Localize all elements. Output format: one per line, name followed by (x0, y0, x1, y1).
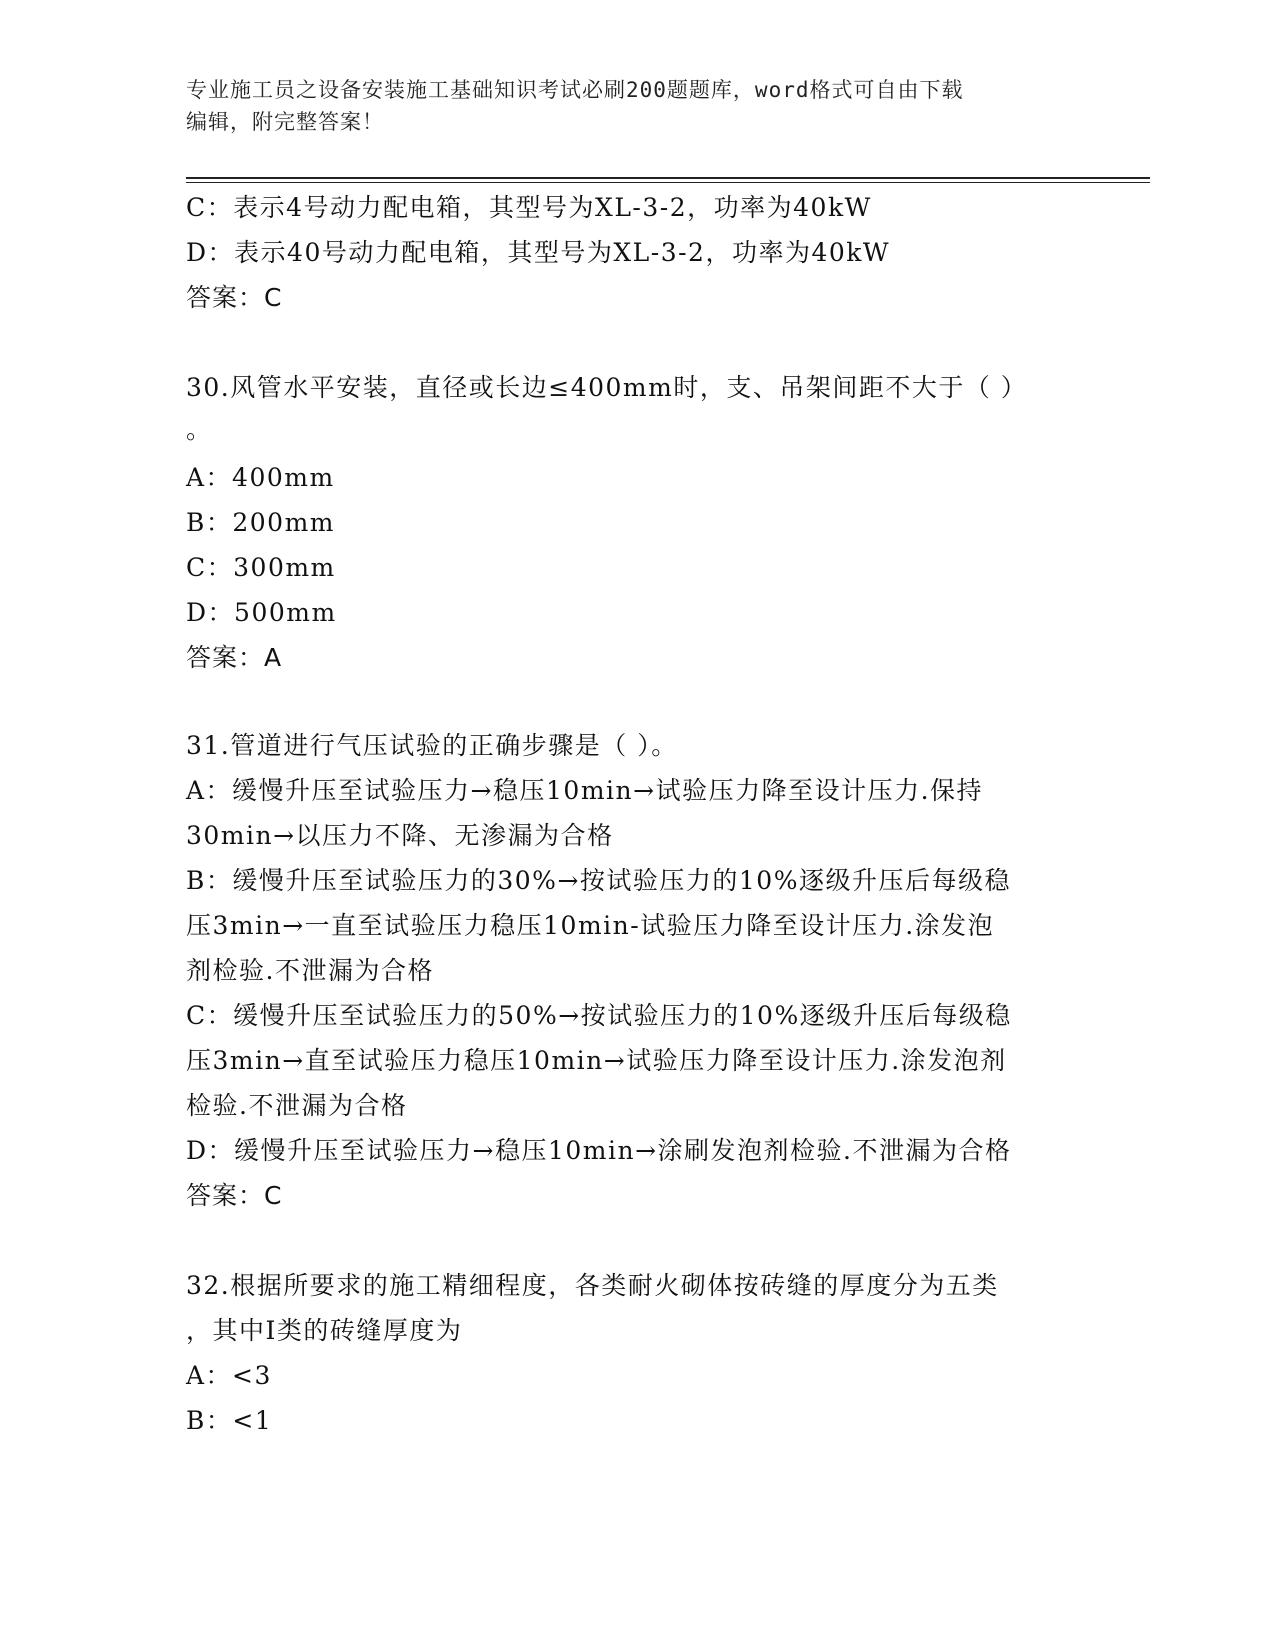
q30-stem: 30.风管水平安装，直径或长边≤400mm时，支、吊架间距不大于（ ） (186, 373, 1028, 402)
q30-option-c: C：300mm (186, 553, 336, 582)
q29-option-c: C：表示4号动力配电箱，其型号为XL-3-2，功率为40kW (186, 193, 872, 222)
q29-option-d: D：表示40号动力配电箱，其型号为XL-3-2，功率为40kW (186, 238, 891, 267)
q31-option-b-line-3: 剂检验.不泄漏为合格 (186, 956, 434, 985)
q31-stem: 31.管道进行气压试验的正确步骤是（ ）。 (186, 731, 678, 760)
q31-option-a-line-1: A：缓慢升压至试验压力→稳压10min→试验压力降至设计压力.保持 (186, 776, 984, 805)
q31-option-b-line-1: B：缓慢升压至试验压力的30%→按试验压力的10%逐级升压后每级稳 (186, 866, 1011, 895)
q31-option-c-line-2: 压3min→直至试验压力稳压10min→试验压力降至设计压力.涂发泡剂 (186, 1046, 1007, 1075)
q31-option-c-line-1: C：缓慢升压至试验压力的50%→按试验压力的10%逐级升压后每级稳 (186, 1001, 1012, 1030)
q32-option-a: A：<3 (186, 1361, 272, 1390)
header-title-line-1: 专业施工员之设备安装施工基础知识考试必刷200题题库，word格式可自由下载 (186, 78, 964, 102)
q30-option-d: D：500mm (186, 598, 337, 627)
q32-stem: 32.根据所要求的施工精细程度，各类耐火砌体按砖缝的厚度分为五类 (186, 1271, 999, 1300)
q32-stem-continued: ，其中Ⅰ类的砖缝厚度为 (186, 1316, 463, 1345)
header-divider-thick (186, 177, 1150, 179)
q30-option-b: B：200mm (186, 508, 336, 537)
header-divider-thin (186, 182, 1150, 183)
q31-option-d: D：缓慢升压至试验压力→稳压10min→涂刷发泡剂检验.不泄漏为合格 (186, 1136, 1012, 1165)
document-header (186, 74, 1086, 138)
header-title-line-2: 编辑，附完整答案！ (186, 110, 384, 134)
q31-answer: 答案：C (186, 1181, 283, 1210)
q31-option-b-line-2: 压3min→一直至试验压力稳压10min-试验压力降至设计压力.涂发泡 (186, 911, 995, 940)
q30-option-a: A：400mm (186, 463, 335, 492)
q29-answer: 答案：C (186, 283, 283, 312)
q30-answer: 答案：A (186, 643, 283, 672)
q31-option-a-line-2: 30min→以压力不降、无渗漏为合格 (186, 821, 614, 850)
q30-stem-continued: 。 (186, 415, 213, 444)
q31-option-c-line-3: 检验.不泄漏为合格 (186, 1091, 408, 1120)
q32-option-b: B：<1 (186, 1406, 273, 1435)
